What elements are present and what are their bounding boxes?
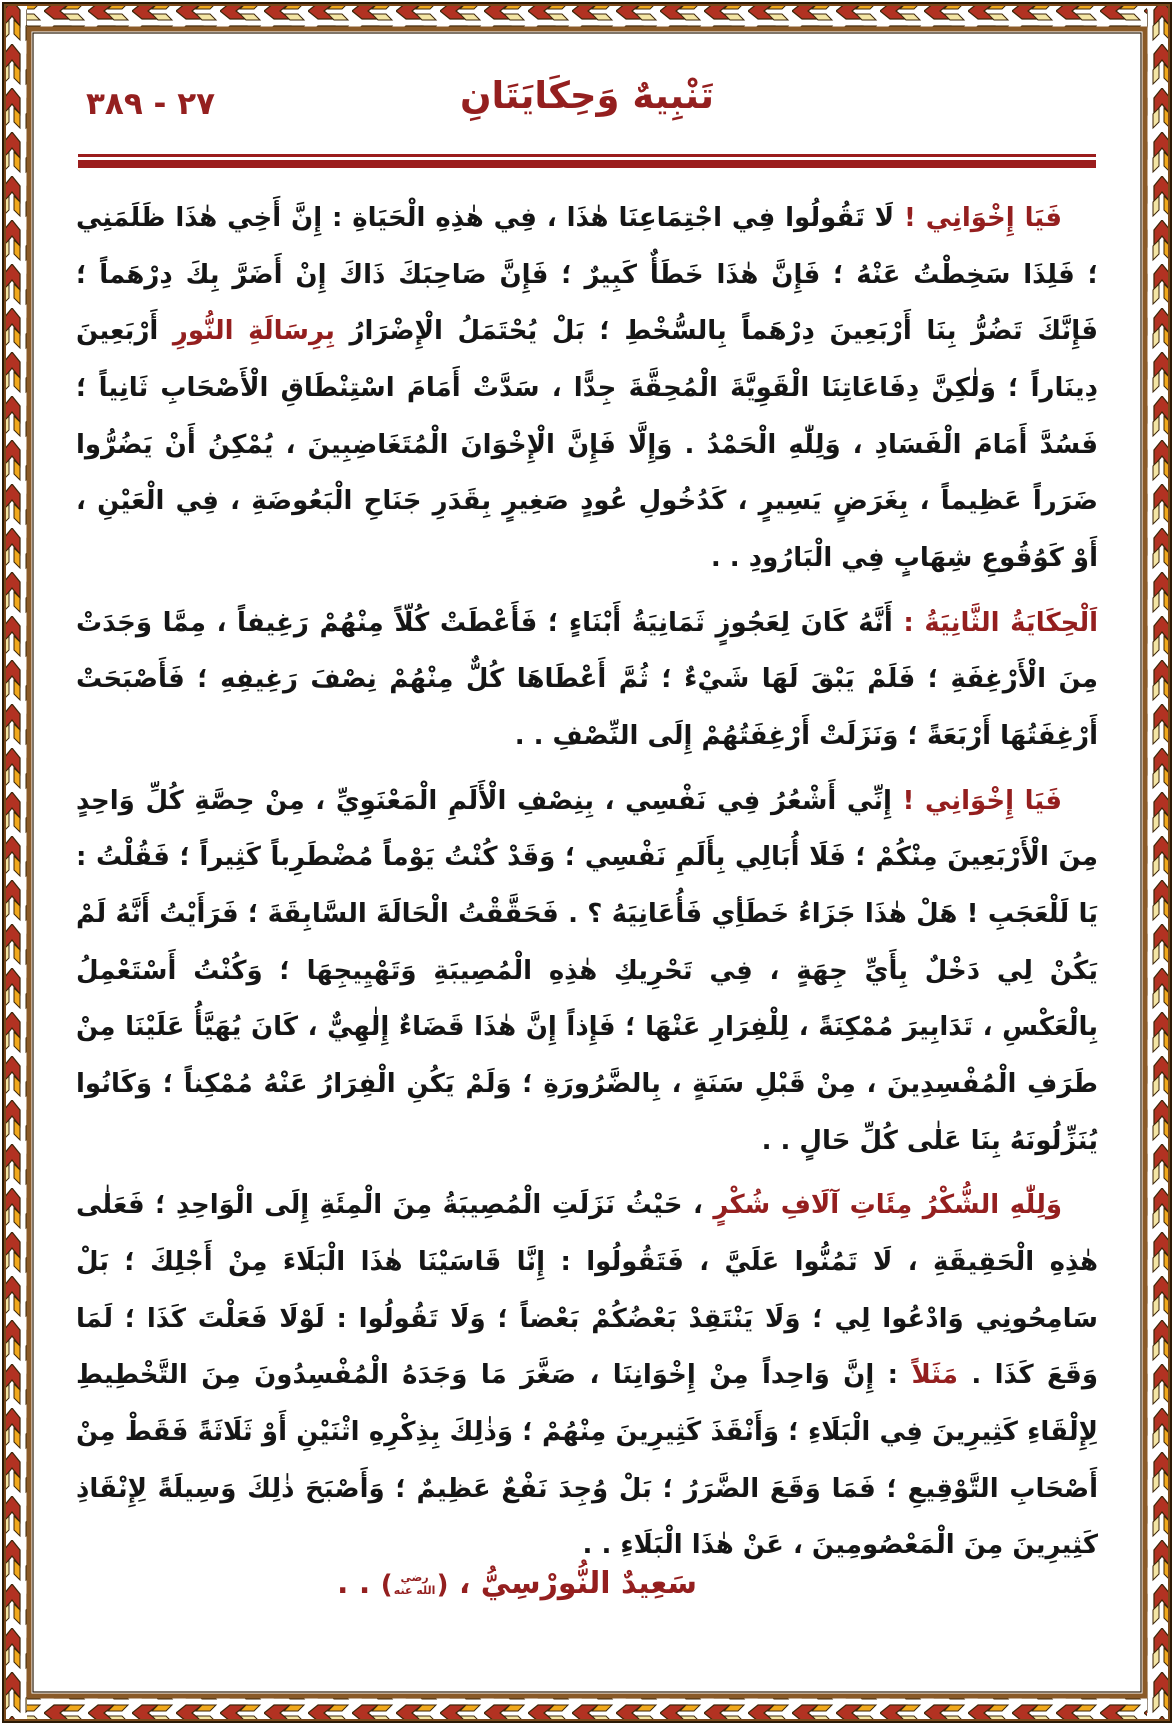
divider-thick-line — [78, 160, 1096, 168]
paragraphs — [76, 190, 1098, 1574]
seal-radi-allahu-anhu-icon: (رضي الله عنه) — [380, 1569, 449, 1600]
page-header — [76, 72, 1098, 144]
page-content — [36, 36, 1138, 1689]
body-text: : إِنَّ وَاحِداً مِنْ إِخْوَانِنَا ، صَغَّرَ مَا وَجَدَهُ الْمُفْسِدُونَ مِنَ التَّخْطِيطِ لِإِلْقَاءِ كَثِيرِينَ فِي الْبَلَاءِ ؛ وَأَنْقَذَ كَثِيرِينَ مِنْهُمْ ؛ وَذٰلِكَ بِذِكْرِهِ اثْنَيْنِ أَوْ ثَلَاثَةً فَقَطْ مِنْ أَصْحَابِ التَّوْقِيعِ ؛ فَمَا وَقَعَ الضَّرَرُ ؛ بَلْ وُجِدَ نَفْعٌ عَظِيمٌ ؛ وَأَصْبَحَ ذٰلِكَ وَسِيلَةً لِإِنْقَاذِ كَثِيرِينَ مِنَ الْمَعْصُومِينَ ، عَنْ هٰذَا الْبَلَاءِ . . — [76, 1360, 1098, 1561]
page-title: تَنْبِيهٌ وَحِكَايَتَانِ — [459, 74, 715, 117]
red-emphasis-text: فَيَا إِخْوَانِي ! — [891, 785, 1063, 816]
red-emphasis-text: اَلْحِكَايَةُ الثَّانِيَةُ : — [892, 607, 1098, 638]
signature-name: سَعِيدٌ النُّورْسِيُّ ، — [458, 1566, 697, 1602]
signature-trailing-dots: . . — [337, 1566, 381, 1602]
paragraph — [76, 595, 1098, 765]
red-emphasis-text: بِرِسَالَةِ النُّورِ — [158, 316, 335, 347]
paragraph — [76, 190, 1098, 587]
red-emphasis-text: فَيَا إِخْوَانِي ! — [894, 203, 1062, 233]
seal-text: رضي الله عنه — [393, 1571, 436, 1598]
paragraph — [76, 1177, 1098, 1574]
red-emphasis-text: مَثَلاً — [911, 1360, 958, 1391]
red-emphasis-text: وَلِلّٰهِ الشُّكْرُ مِئَاتِ آلَافِ شُكْرٍ — [702, 1190, 1062, 1221]
body-text: أَنَّهُ كَانَ لِعَجُوزٍ ثَمَانِيَةُ أَبْنَاءٍ ؛ فَأَعْطَتْ كُلّاً مِنْهُمْ رَغِيفاً ، مِمَّا وَجَدَتْ مِنَ الْأَرْغِفَةِ ؛ فَلَمْ يَبْقَ لَهَا شَيْءٌ ؛ ثُمَّ أَعْطَاهَا كُلٌّ مِنْهُمْ نِصْفَ رَغِيفِهِ ؛ فَأَصْبَحَتْ أَرْغِفَتُهَا أَرْبَعَةً ؛ وَنَزَلَتْ أَرْغِفَتُهُمْ إِلَى النِّصْفِ . . — [76, 607, 1098, 752]
body-text: أَرْبَعِينَ دِينَاراً ؛ وَلٰكِنَّ دِفَاعَاتِنَا الْقَوِيَّةَ الْمُحِقَّةَ جِدًّا ، سَدَّتْ أَمَامَ اسْتِنْطَاقِ الْأَصْحَابِ ثَانِياً ؛ فَسُدَّ أَمَامَ الْفَسَادِ ، وَلِلّٰهِ الْحَمْدُ . وَإِلَّا فَإِنَّ الْإِخْوَانَ الْمُتَغَاضِبِينَ ، يُمْكِنُ أَنْ يَضُرُّوا ضَرَراً عَظِيماً ، بِغَرَضٍ يَسِيرٍ ، كَدُخُولِ عُودٍ صَغِيرٍ بِقَدَرِ جَنَاحِ الْبَعُوضَةِ ، فِي الْعَيْنِ ، أَوْ كَوُقُوعِ شِهَابٍ فِي الْبَارُودِ . . — [76, 316, 1098, 574]
body-text: ، حَيْثُ نَزَلَتِ الْمُصِيبَةُ مِنَ الْمِئَةِ إِلَى الْوَاحِدِ ؛ فَعَلٰى هٰذِهِ الْحَقِيقَةِ ، لَا تَمُنُّوا عَلَيَّ ، فَتَقُولُوا : إِنَّا قَاسَيْنَا هٰذَا الْبَلَاءَ مِنْ أَجْلِكَ ؛ بَلْ سَامِحُونِي وَادْعُوا لِي ؛ وَلَا يَنْتَقِدْ بَعْضُكُمْ بَعْضاً ؛ وَلَا تَقُولُوا : لَوْلَا فَعَلْتَ كَذَا ؛ لَمَا وَقَعَ كَذَا . — [76, 1190, 1098, 1391]
signature — [6, 1566, 1028, 1601]
paragraph — [76, 773, 1098, 1170]
page-number: ٢٧ - ٣٨٩ — [86, 86, 216, 122]
body-text: إِنِّي أَشْعُرُ فِي نَفْسِي ، بِنِصْفِ الْأَلَمِ الْمَعْنَوِيِّ ، مِنْ حِصَّةِ كُلِّ وَاحِدٍ مِنَ الْأَرْبَعِينَ مِنْكُمْ ؛ فَلَا أُبَالِي بِأَلَمِ نَفْسِي ؛ وَقَدْ كُنْتُ يَوْماً مُضْطَرِباً كَثِيراً ؛ فَقُلْتُ : يَا لَلْعَجَبِ ! هَلْ هٰذَا جَزَاءُ خَطَأِي فَأُعَانِيَهُ ؟ . فَحَقَّقْتُ الْحَالَةَ السَّابِقَةَ ؛ فَرَأَيْتُ أَنَّهُ لَمْ يَكُنْ لِي دَخْلٌ بِأَيِّ جِهَةٍ ، فِي تَحْرِيكِ هٰذِهِ الْمُصِيبَةِ وَتَهْيِيجِهَا ؛ وَكُنْتُ أَسْتَعْمِلُ بِالْعَكْسِ ، تَدَابِيرَ مُمْكِنَةً ، لِلْفِرَارِ عَنْهَا ؛ فَإِذاً إِنَّ هٰذَا قَضَاءٌ إِلٰهِيٌّ ، كَانَ يُهَيَّأُ عَلَيْنَا مِنْ طَرَفِ الْمُفْسِدِينَ ، مِنْ قَبْلِ سَنَةٍ ، بِالضَّرُورَةِ ؛ وَلَمْ يَكُنِ الْفِرَارُ عَنْهُ مُمْكِناً ؛ وَكَانُوا يُنَزِّلُونَهُ بِنَا عَلٰى كُلِّ حَالٍ . . — [76, 785, 1098, 1156]
body-text: لَا تَقُولُوا فِي اجْتِمَاعِنَا هٰذَا ، فِي هٰذِهِ الْحَيَاةِ : إِنَّ أَخِي هٰذَا ظَلَمَنِي ؛ فَلِذَا سَخِطْتُ عَنْهُ ؛ فَإِنَّ هٰذَا خَطَأٌ كَبِيرٌ ؛ فَإِنَّ صَاحِبَكَ ذَاكَ إِنْ أَضَرَّ بِكَ دِرْهَماً ؛ فَإِنَّكَ تَضُرُّ بِنَا أَرْبَعِينَ دِرْهَماً بِالسُّخْطِ ؛ بَلْ يُحْتَمَلُ الْإِضْرَارُ — [76, 203, 1098, 347]
header-divider-rule — [78, 154, 1096, 168]
